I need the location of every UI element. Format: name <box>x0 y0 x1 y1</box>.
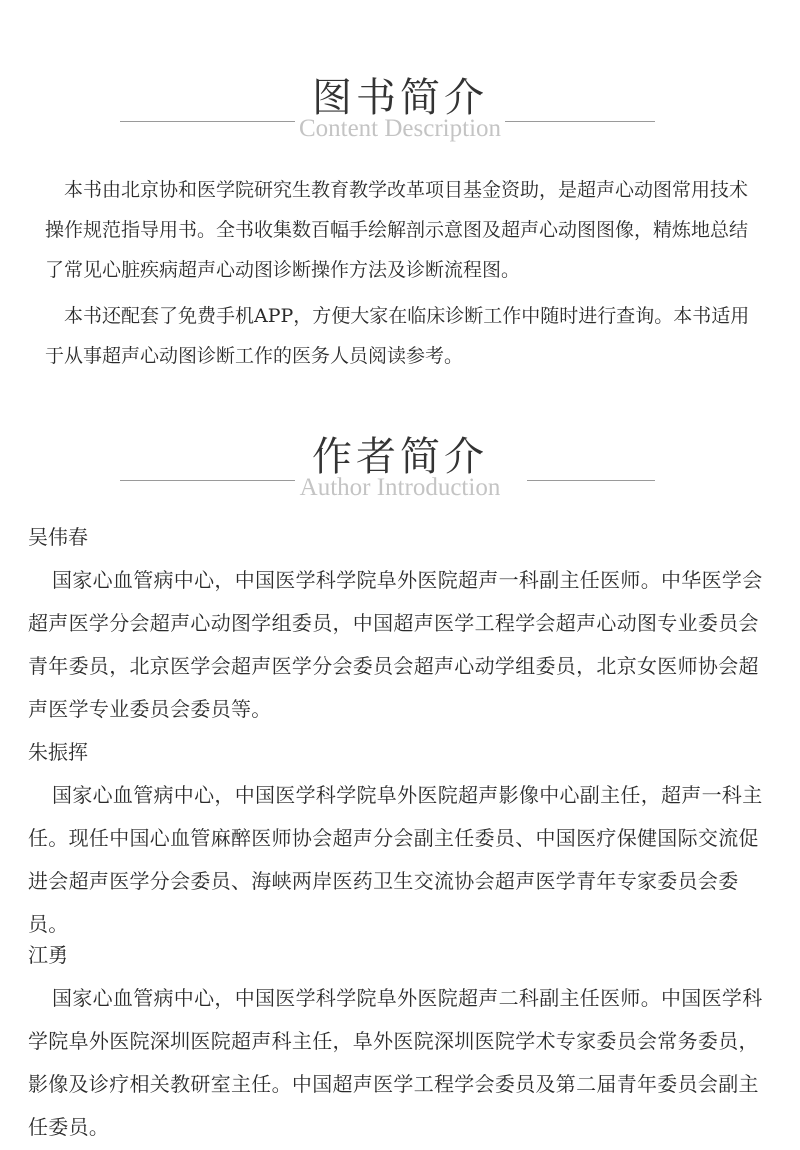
book-intro-subtitle: Content Description <box>298 115 502 142</box>
author-name: 江勇 <box>28 943 68 967</box>
author-entry <box>28 731 773 946</box>
author-intro-subtitle: Author Introduction <box>299 474 501 501</box>
author-name: 吴伟春 <box>28 525 88 549</box>
author-intro-title: 作者简介 <box>312 434 488 480</box>
book-intro-title: 图书简介 <box>312 75 488 121</box>
author-entry <box>28 934 773 1149</box>
book-intro-paragraph-1: 本书由北京协和医学院研究生教育教学改革项目基金资助，是超声心动图常用技术操作规范指导用书。全书收集数百幅手绘解剖示意图及超声心动图图像，精炼地总结了常见心脏疾病超声心动图诊断操作方法及诊断流程图。 <box>45 179 749 281</box>
author-entry <box>28 516 773 731</box>
author-name: 朱振挥 <box>28 740 88 764</box>
author-bio: 国家心血管病中心，中国医学科学院阜外医院超声影像中心副主任，超声一科主任。现任中国心血管麻醉医师协会超声分会副主任委员、中国医疗保健国际交流促进会超声医学分会委员、海峡两岸医药卫生交流协会超声医学青年专家委员会委员。 <box>28 783 763 936</box>
author-bio: 国家心血管病中心，中国医学科学院阜外医院超声一科副主任医师。中华医学会超声医学分会超声心动图学组委员，中国超声医学工程学会超声心动图专业委员会青年委员，北京医学会超声医学分会委员会超声心动学组委员，北京女医师协会超声医学专业委员会委员等。 <box>28 568 763 721</box>
book-intro-paragraph-2: 本书还配套了免费手机APP，方便大家在临床诊断工作中随时进行查询。本书适用于从事超声心动图诊断工作的医务人员阅读参考。 <box>45 305 750 367</box>
author-intro-header <box>0 0 800 520</box>
author-bio: 国家心血管病中心，中国医学科学院阜外医院超声二科副主任医师。中国医学科学院阜外医院深圳医院超声科主任，阜外医院深圳医院学术专家委员会常务委员，影像及诊疗相关教研室主任。中国超声医学工程学会委员及第二届青年委员会副主任委员。 <box>28 986 763 1139</box>
